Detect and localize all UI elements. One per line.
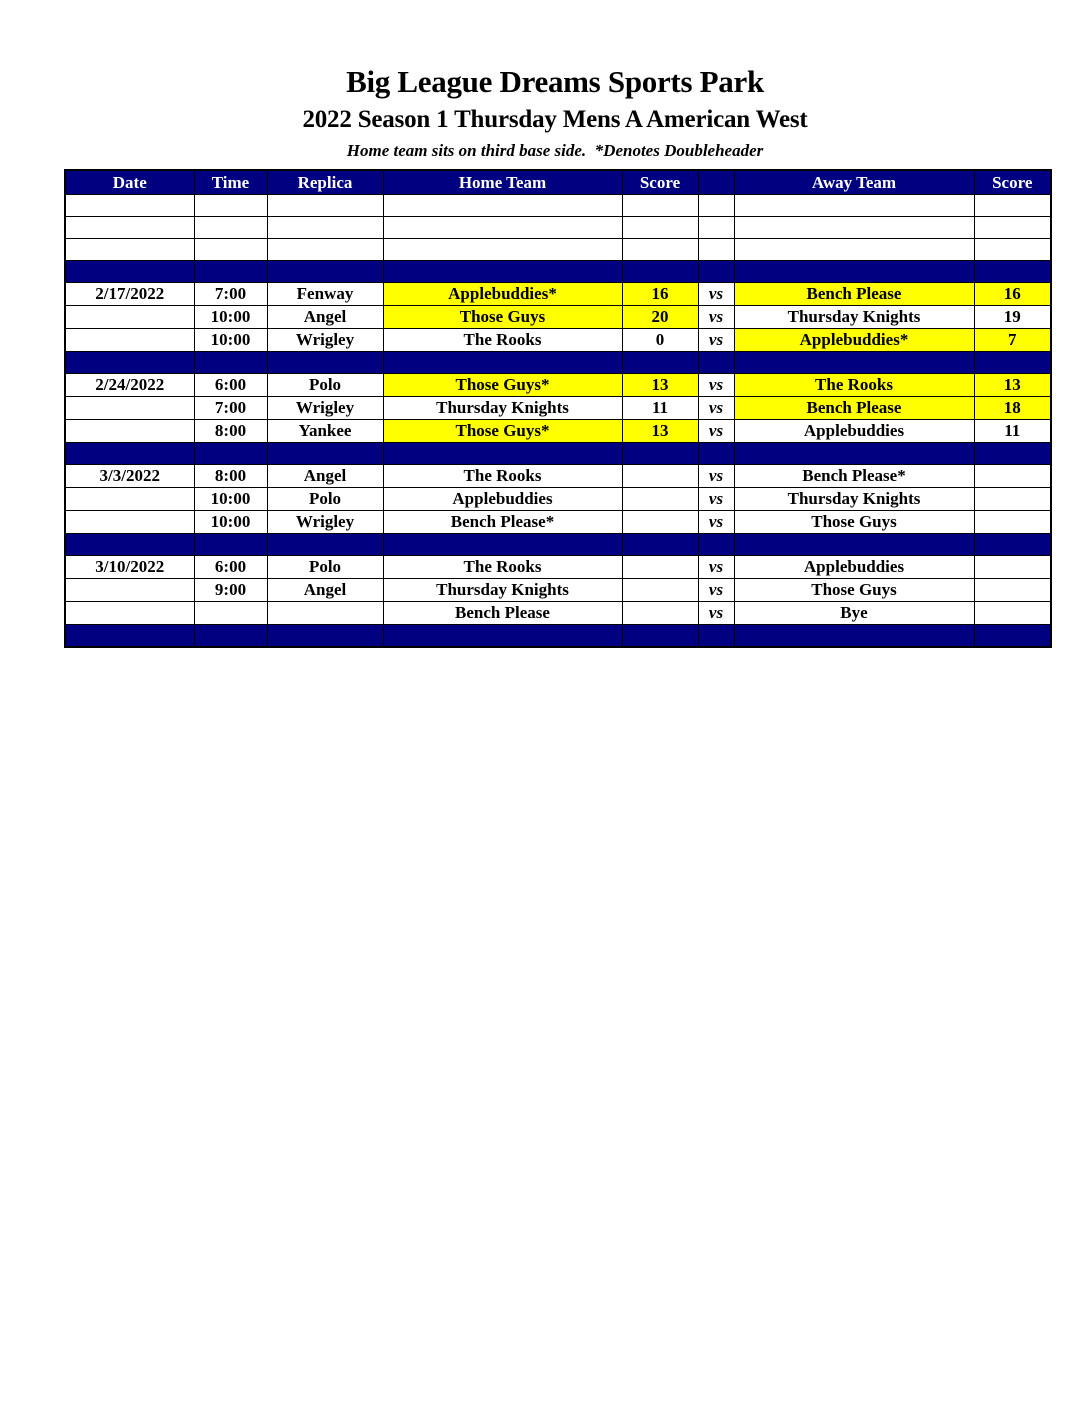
blank-cell [194,217,267,239]
game-row [65,465,1051,488]
replica-cell: Wrigley [267,397,383,420]
away-score-cell [974,488,1051,511]
date-cell [65,602,194,625]
date-cell [65,329,194,352]
blank-cell [267,217,383,239]
game-row [65,397,1051,420]
schedule-body [65,195,1051,648]
vs-cell: vs [698,283,734,306]
away-score-cell: 13 [974,374,1051,397]
replica-cell: Angel [267,579,383,602]
home-team-cell: Thursday Knights [383,397,622,420]
game-row [65,283,1051,306]
away-team-cell: Those Guys [734,579,974,602]
blank-cell [267,195,383,217]
column-header-replica: Replica [267,170,383,195]
away-team-cell: Thursday Knights [734,488,974,511]
game-row [65,488,1051,511]
away-team-cell: Applebuddies [734,556,974,579]
week-separator-row [65,534,1051,556]
separator-cell [194,625,267,648]
game-row [65,556,1051,579]
blank-cell [734,195,974,217]
away-team-cell: Applebuddies [734,420,974,443]
time-cell [194,602,267,625]
separator-cell [622,625,698,648]
away-team-cell: Bench Please [734,283,974,306]
blank-cell [622,239,698,261]
away-score-cell: 19 [974,306,1051,329]
replica-cell: Polo [267,488,383,511]
blank-cell [194,239,267,261]
game-row [65,511,1051,534]
separator-cell [267,443,383,465]
home-score-cell: 13 [622,420,698,443]
home-team-cell: Applebuddies [383,488,622,511]
vs-cell: vs [698,579,734,602]
separator-cell [65,261,194,283]
column-header-away-score: Score [974,170,1051,195]
week-separator-row [65,625,1051,648]
separator-cell [383,352,622,374]
home-team-cell: Those Guys* [383,374,622,397]
separator-cell [622,352,698,374]
separator-cell [698,534,734,556]
home-score-cell [622,579,698,602]
away-score-cell [974,511,1051,534]
time-cell: 7:00 [194,397,267,420]
blank-row [65,195,1051,217]
separator-cell [974,352,1051,374]
column-header-time: Time [194,170,267,195]
replica-cell: Fenway [267,283,383,306]
game-row [65,329,1051,352]
separator-cell [622,534,698,556]
home-team-cell: Bench Please [383,602,622,625]
week-separator-row [65,352,1051,374]
separator-cell [622,443,698,465]
blank-cell [383,239,622,261]
away-team-cell: Bye [734,602,974,625]
separator-cell [974,261,1051,283]
vs-cell: vs [698,374,734,397]
away-team-cell: Bench Please* [734,465,974,488]
home-team-cell: The Rooks [383,556,622,579]
blank-row [65,239,1051,261]
home-team-cell: Applebuddies* [383,283,622,306]
separator-cell [383,625,622,648]
vs-cell: vs [698,465,734,488]
separator-cell [698,625,734,648]
column-header-home-team: Home Team [383,170,622,195]
time-cell: 8:00 [194,465,267,488]
date-cell [65,511,194,534]
time-cell: 10:00 [194,329,267,352]
game-row [65,420,1051,443]
schedule-table [64,169,1052,648]
separator-cell [267,261,383,283]
home-score-cell: 13 [622,374,698,397]
separator-cell [734,625,974,648]
separator-cell [65,352,194,374]
separator-cell [622,261,698,283]
header-row [65,170,1051,195]
separator-cell [698,352,734,374]
schedule-note: Home team sits on third base side. *Denotes Doubleheader [346,141,764,160]
blank-cell [974,239,1051,261]
away-score-cell: 18 [974,397,1051,420]
blank-cell [65,217,194,239]
separator-cell [383,534,622,556]
time-cell: 6:00 [194,556,267,579]
vs-cell: vs [698,488,734,511]
separator-cell [65,534,194,556]
separator-cell [974,534,1051,556]
column-header-home-score: Score [622,170,698,195]
date-cell [65,488,194,511]
home-score-cell: 20 [622,306,698,329]
date-cell [65,397,194,420]
replica-cell: Wrigley [267,511,383,534]
blank-row [65,217,1051,239]
home-score-cell: 11 [622,397,698,420]
away-score-cell [974,579,1051,602]
column-header-vs [698,170,734,195]
home-team-cell: Bench Please* [383,511,622,534]
home-score-cell: 0 [622,329,698,352]
vs-cell: vs [698,556,734,579]
game-row [65,306,1051,329]
replica-cell: Wrigley [267,329,383,352]
vs-cell: vs [698,420,734,443]
date-cell: 2/17/2022 [65,283,194,306]
blank-cell [974,217,1051,239]
blank-cell [383,217,622,239]
separator-cell [383,443,622,465]
vs-cell: vs [698,329,734,352]
separator-cell [734,443,974,465]
separator-cell [267,625,383,648]
week-separator-row [65,443,1051,465]
blank-cell [267,239,383,261]
date-cell [65,420,194,443]
away-score-cell: 16 [974,283,1051,306]
separator-cell [734,261,974,283]
home-score-cell [622,602,698,625]
separator-cell [194,352,267,374]
blank-cell [698,239,734,261]
game-row [65,579,1051,602]
away-team-cell: Thursday Knights [734,306,974,329]
blank-cell [734,239,974,261]
blank-cell [734,217,974,239]
home-team-cell: The Rooks [383,465,622,488]
home-team-cell: Those Guys [383,306,622,329]
replica-cell [267,602,383,625]
home-score-cell [622,465,698,488]
separator-cell [974,443,1051,465]
week-separator-row [65,261,1051,283]
separator-cell [65,443,194,465]
home-score-cell [622,511,698,534]
away-team-cell: The Rooks [734,374,974,397]
blank-cell [65,195,194,217]
time-cell: 8:00 [194,420,267,443]
home-team-cell: The Rooks [383,329,622,352]
time-cell: 10:00 [194,306,267,329]
away-score-cell: 7 [974,329,1051,352]
page-subtitle: 2022 Season 1 Thursday Mens A American West [302,106,808,133]
vs-cell: vs [698,602,734,625]
replica-cell: Polo [267,374,383,397]
away-team-cell: Bench Please [734,397,974,420]
vs-cell: vs [698,306,734,329]
column-header-date: Date [65,170,194,195]
page-title: Big League Dreams Sports Park [346,64,764,99]
separator-cell [194,534,267,556]
home-score-cell [622,556,698,579]
game-row [65,602,1051,625]
game-row [65,374,1051,397]
separator-cell [267,534,383,556]
vs-cell: vs [698,511,734,534]
separator-cell [734,352,974,374]
blank-cell [698,195,734,217]
vs-cell: vs [698,397,734,420]
date-cell: 3/10/2022 [65,556,194,579]
separator-cell [974,625,1051,648]
home-team-cell: Thursday Knights [383,579,622,602]
blank-cell [194,195,267,217]
separator-cell [383,261,622,283]
separator-cell [267,352,383,374]
separator-cell [65,625,194,648]
replica-cell: Angel [267,306,383,329]
home-score-cell: 16 [622,283,698,306]
date-cell: 2/24/2022 [65,374,194,397]
date-cell [65,579,194,602]
away-score-cell [974,465,1051,488]
time-cell: 9:00 [194,579,267,602]
separator-cell [734,534,974,556]
separator-cell [698,443,734,465]
replica-cell: Polo [267,556,383,579]
date-cell [65,306,194,329]
column-header-away-team: Away Team [734,170,974,195]
blank-cell [65,239,194,261]
separator-cell [194,261,267,283]
separator-cell [698,261,734,283]
date-cell: 3/3/2022 [65,465,194,488]
time-cell: 7:00 [194,283,267,306]
away-team-cell: Applebuddies* [734,329,974,352]
separator-cell [194,443,267,465]
time-cell: 6:00 [194,374,267,397]
time-cell: 10:00 [194,488,267,511]
replica-cell: Angel [267,465,383,488]
blank-cell [383,195,622,217]
replica-cell: Yankee [267,420,383,443]
time-cell: 10:00 [194,511,267,534]
away-score-cell [974,556,1051,579]
blank-cell [622,195,698,217]
blank-cell [622,217,698,239]
away-score-cell: 11 [974,420,1051,443]
home-score-cell [622,488,698,511]
blank-cell [698,217,734,239]
home-team-cell: Those Guys* [383,420,622,443]
away-score-cell [974,602,1051,625]
away-team-cell: Those Guys [734,511,974,534]
blank-cell [974,195,1051,217]
